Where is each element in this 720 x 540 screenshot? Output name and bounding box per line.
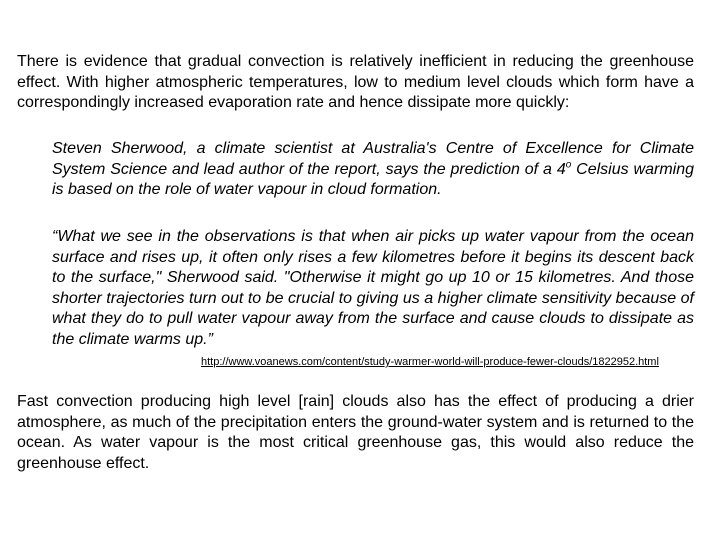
- degree-superscript: o: [565, 159, 572, 171]
- sherwood-quotation: “What we see in the observations is that when air picks up water vapour from the ocean surface and rises up, it often only rises a few kilometres before it begins its descent back to the surface," Sherwood said. "Otherwise it might go up 10 or 15 kilometres. And those shorter trajectories turn out to be crucial to giving us a higher climate sensitivity because of what they do to pull water vapour away from the surface and cause clouds to dissipate as the climate warms up.”: [52, 228, 694, 348]
- conclusion-paragraph: Fast convection producing high level [rain] clouds also has the effect of producing a drier atmosphere, as much of the precipitation enters the ground-water system and is returned to the ocean. As water vapour is the most critical greenhouse gas, this would also reduce the greenhouse effect.: [17, 393, 694, 472]
- quote-1-text-before: Steven Sherwood, a climate scientist at Australia's Centre of Excellence for Climate System Science and lead author of the report, says the prediction of a 4: [52, 140, 694, 178]
- source-link[interactable]: http://www.voanews.com/content/study-warmer-world-will-produce-fewer-clouds/1822952.html: [201, 356, 659, 368]
- sherwood-intro-quote: [52, 139, 694, 201]
- intro-paragraph: There is evidence that gradual convection is relatively inefficient in reducing the greenhouse effect. With higher atmospheric temperatures, low to medium level clouds which form have a correspondingly increased evaporation rate and hence dissipate more quickly:: [17, 53, 694, 111]
- quote-1-text-after: Celsius warming is based on the role of water vapour in cloud formation.: [52, 160, 694, 198]
